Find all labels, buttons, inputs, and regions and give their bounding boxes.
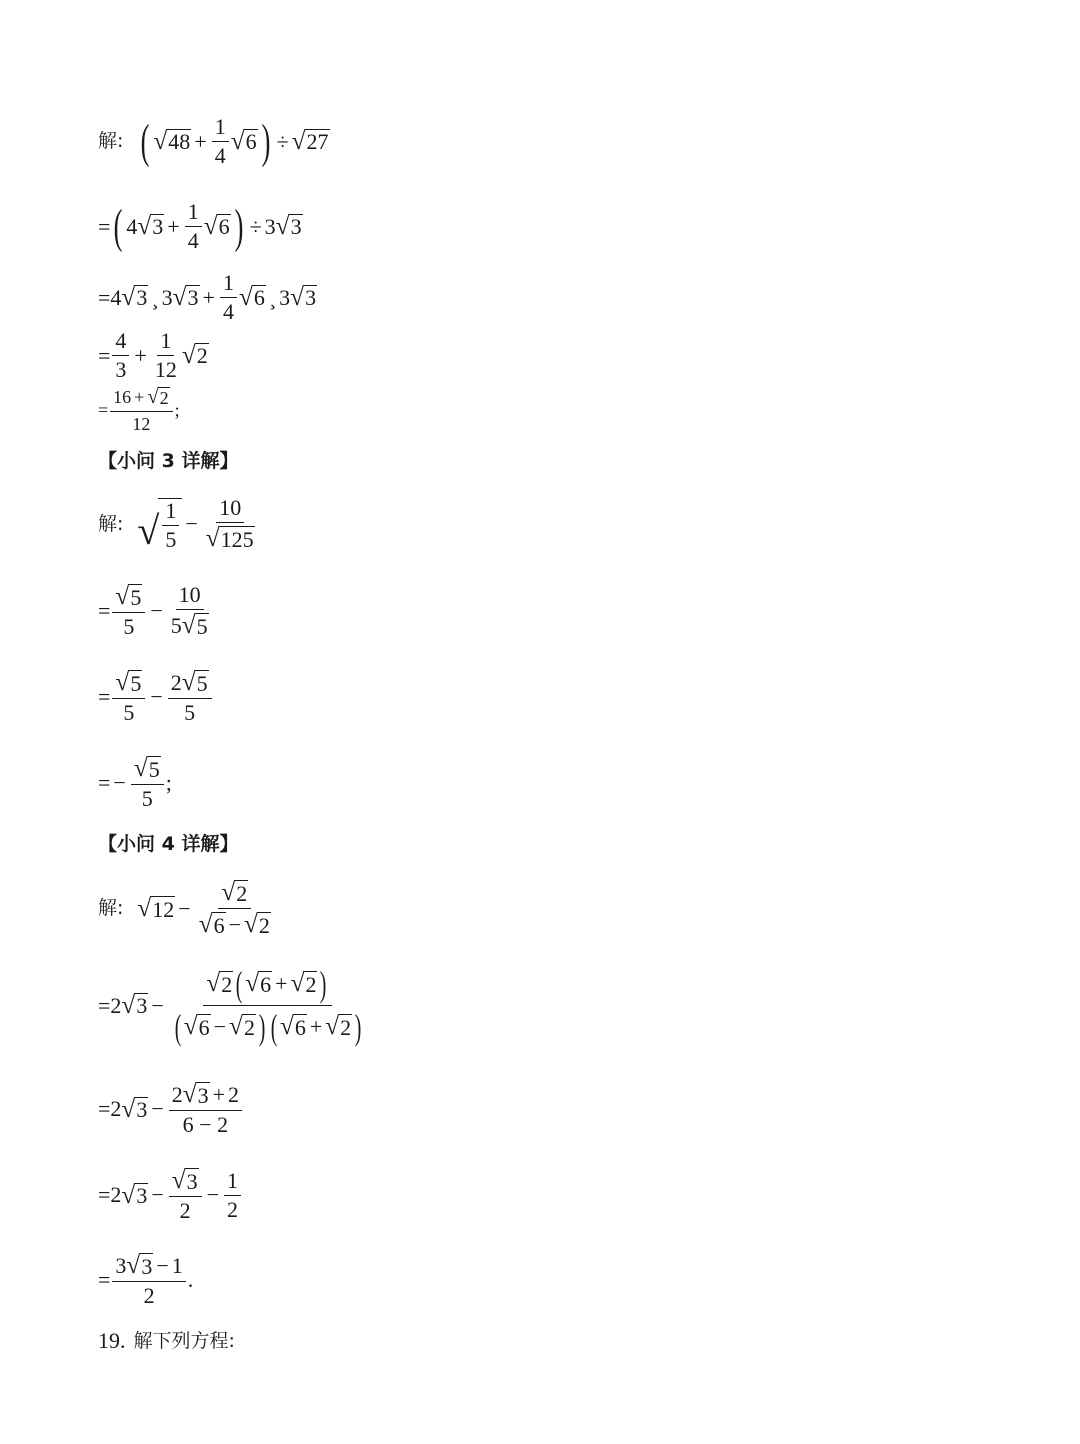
- sqrt-3: √ 3: [171, 1166, 198, 1194]
- fraction-1-12: $\frac{1}{12}$: [154, 328, 177, 382]
- right-paren: ): [258, 1007, 266, 1047]
- fraction-2sqrt5-5: 2 √ 5 5: [168, 670, 212, 724]
- p3-line1: 解: √ $\frac{1}{5}$ − 10 √ 125: [98, 497, 260, 551]
- p2-line2: = ( 4 √ 3 + $\frac{1}{4}$ √ 6 ) ÷ 3 √ 3: [98, 199, 302, 253]
- p4-line2: = 2 √ 3 − √ 2 ( √ 6 + √ 2 ) ( √ 6 − √ 2 ) ( √ 6 + √ 2 ): [98, 966, 369, 1045]
- sqrt-3: √ 3: [290, 282, 317, 311]
- p4-line4: = 2 √ 3 − √ 3 2 − $\frac{1}{2}$: [98, 1168, 243, 1222]
- fraction-1-2: $\frac{1}{2}$: [224, 1170, 241, 1221]
- p4-line1: 解: √ 12 − √ 2 √ 6 − √ 2: [98, 880, 276, 938]
- left-paren: (: [141, 114, 150, 168]
- sqrt-5: √ 5: [115, 582, 142, 610]
- sqrt-48: √ 48: [153, 126, 191, 155]
- p2-line4: = $\frac{4}{3}$ + $\frac{1}{12}$ √ 2: [98, 328, 208, 382]
- sqrt-6: √ 6: [245, 969, 272, 998]
- solution-label: 解:: [98, 130, 124, 152]
- fraction-sqrt3-2: √ 3 2: [169, 1168, 202, 1222]
- p3-line3: = √ 5 5 − 2 √ 5 5: [98, 670, 214, 724]
- solution-label: 解:: [98, 512, 124, 535]
- p2-line5: = 16 + √ 2 12 ;: [98, 386, 180, 434]
- sqrt-2: √ 2: [221, 878, 248, 906]
- fraction-final: 3 √ 3 − 1 2: [112, 1253, 185, 1307]
- sqrt-2: √ 2: [229, 1012, 255, 1041]
- sqrt-12: √ 12: [137, 894, 175, 923]
- sqrt-5: √ 5: [181, 668, 208, 696]
- question-19: [98, 1330, 235, 1352]
- sqrt-2: √ 2: [325, 1012, 352, 1041]
- sqrt-6: √ 6: [183, 1012, 210, 1041]
- right-paren: ): [354, 1007, 362, 1047]
- sqrt-2: √ 2: [244, 910, 270, 939]
- fraction-sqrt5-5: √ 5 5: [112, 584, 145, 638]
- sqrt-3: √ 3: [182, 1080, 209, 1108]
- sqrt-5: √ 5: [133, 754, 160, 782]
- fraction-10-5sqrt5: 10 5 √ 5: [170, 582, 208, 639]
- sqrt-3: √ 3: [172, 282, 199, 311]
- sqrt-6: √ 6: [279, 1012, 306, 1041]
- right-paren: ): [320, 964, 327, 1004]
- sqrt-3: √ 3: [126, 1251, 153, 1279]
- p3-line4: = − √ 5 5 ;: [98, 754, 172, 812]
- fraction-rationalize: √ 2 ( √ 6 + √ 2 ) ( √ 6 − √ 2 ) ( √ 6 + √ 2 ): [174, 964, 362, 1047]
- question-number: 19.: [98, 1328, 126, 1353]
- fraction-sqrt2-over-diff: √ 2 √ 6 − √ 2: [198, 878, 270, 939]
- fraction-sqrt5-5: √ 5 5: [131, 756, 164, 810]
- left-paren: (: [114, 199, 123, 253]
- sqrt-2: √ 2: [206, 969, 233, 998]
- sqrt-2: √ 2: [147, 386, 169, 409]
- fraction-1-4: $\frac{1}{4}$: [212, 116, 229, 167]
- sqrt-2: √ 2: [181, 340, 208, 369]
- p2-line1: 解: ( √ 48 + $\frac{1}{4}$ √ 6 ) ÷ √ 27: [98, 114, 329, 168]
- solution-label: 解:: [98, 897, 124, 920]
- sqrt-3: √ 3: [121, 1094, 148, 1123]
- p4-line5: = 3 √ 3 − 1 2 .: [98, 1251, 194, 1309]
- sqrt-125: √ 125: [205, 524, 254, 552]
- fraction-1-4: $\frac{1}{4}$: [185, 201, 202, 252]
- sqrt-3: √ 3: [121, 1180, 148, 1209]
- fraction-4-3: $\frac{4}{3}$: [112, 330, 129, 381]
- p3-line2: = √ 5 5 − 10 5 √ 5: [98, 584, 214, 638]
- left-paren: (: [235, 964, 243, 1004]
- left-paren: (: [174, 1007, 182, 1047]
- sqrt-3: √ 3: [121, 282, 148, 311]
- sqrt-27: √ 27: [291, 126, 329, 155]
- sqrt-6: √ 6: [198, 910, 225, 939]
- heading-part3: 【小问 3 详解】: [98, 450, 239, 472]
- sqrt-5: √ 5: [181, 611, 208, 639]
- fraction-result: 16 + √ 2 12: [110, 387, 173, 433]
- fraction-1-4: $\frac{1}{4}$: [220, 272, 237, 323]
- fraction-sqrt5-5: √ 5 5: [112, 670, 145, 724]
- left-paren: (: [270, 1007, 278, 1047]
- p2-line3: = 4 √ 3 ¸ 3 √ 3 + $\frac{1}{4}$ √ 6 ¸ 3 √ 3: [98, 270, 317, 324]
- question-text: 解下列方程:: [133, 1329, 235, 1352]
- sqrt-2: √ 2: [290, 969, 317, 998]
- fraction-simplified: 2 √ 3 + 2 6 − 2: [169, 1082, 242, 1136]
- sqrt-5: √ 5: [115, 668, 142, 696]
- sqrt-6: √ 6: [203, 211, 230, 240]
- sqrt-3: √ 3: [137, 211, 164, 240]
- sqrt-3: √ 3: [275, 211, 302, 240]
- sqrt-6: √ 6: [230, 126, 257, 155]
- right-paren: ): [234, 199, 243, 253]
- right-paren: ): [261, 114, 270, 168]
- fraction-10-sqrt125: 10 √ 125: [205, 495, 254, 552]
- sqrt-6: √ 6: [238, 282, 265, 311]
- sqrt-3: √ 3: [121, 990, 148, 1019]
- p4-line3: = 2 √ 3 − 2 √ 3 + 2 6 − 2: [98, 1082, 244, 1136]
- heading-part4: 【小问 4 详解】: [98, 833, 239, 855]
- sqrt-fraction-1-5: √ $\frac{1}{5}$: [137, 498, 182, 551]
